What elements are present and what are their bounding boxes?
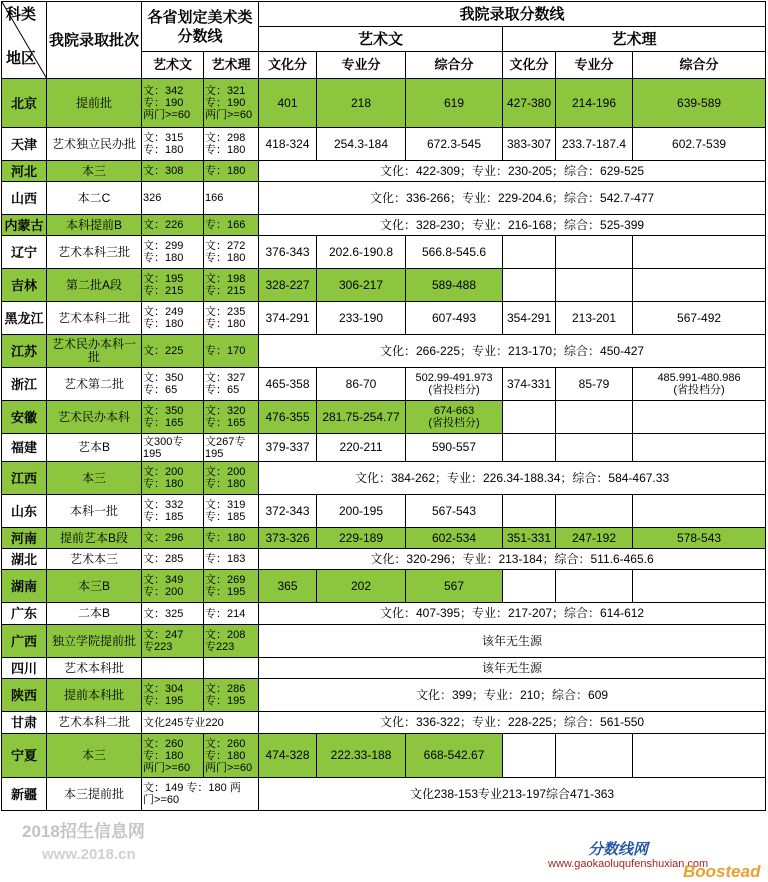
score-wc-cell: 465-358 <box>259 368 317 401</box>
line-wen-cell: 文：260 专：180 两门>=60 <box>142 734 204 778</box>
score-lc-cell <box>503 570 556 603</box>
wen-pro-header: 专业分 <box>317 52 406 79</box>
line-wen-cell: 文：299 专：180 <box>142 236 204 269</box>
table-row <box>2 161 766 182</box>
li-total-header: 综合分 <box>633 52 766 79</box>
score-lc-cell: 351-331 <box>503 528 556 549</box>
line-wen-cell: 文：325 <box>142 603 204 625</box>
province-cell: 吉林 <box>2 269 47 302</box>
table-row <box>2 495 766 528</box>
score-lc-cell <box>503 269 556 302</box>
score-wt-cell: 567 <box>406 570 503 603</box>
score-wt-cell: 668-542.67 <box>406 734 503 778</box>
province-cell: 四川 <box>2 658 47 679</box>
province-cell: 山东 <box>2 495 47 528</box>
batch-cell: 艺术民办本科一批 <box>47 335 142 368</box>
score-lc-cell: 354-291 <box>503 302 556 335</box>
score-wc-cell: 418-324 <box>259 128 317 161</box>
province-cell: 河北 <box>2 161 47 182</box>
line-li-cell: 文：260 专：180 两门>=60 <box>204 734 259 778</box>
line-wen-cell: 文：249 专：180 <box>142 302 204 335</box>
batch-cell: 艺本B <box>47 434 142 462</box>
score-wt-cell: 567-543 <box>406 495 503 528</box>
score-wt-cell: 590-557 <box>406 434 503 462</box>
table-row <box>2 302 766 335</box>
batch-cell: 二本B <box>47 603 142 625</box>
score-lt-cell: 485.991-480.986 (省投档分) <box>633 368 766 401</box>
watermark-site: 2018招生信息网 <box>22 822 145 841</box>
batch-cell: 艺术本科三批 <box>47 236 142 269</box>
score-lp-cell: 233.7-187.4 <box>556 128 633 161</box>
score-wp-cell: 202.6-190.8 <box>317 236 406 269</box>
province-cell: 浙江 <box>2 368 47 401</box>
line-li-cell: 文：286 专：195 <box>204 679 259 712</box>
wen-culture-header: 文化分 <box>259 52 317 79</box>
score-wc-cell: 401 <box>259 79 317 128</box>
line-li-cell: 文：208 专223 <box>204 625 259 658</box>
line-li-cell: 文267专 195 <box>204 434 259 462</box>
batch-cell: 艺术本三 <box>47 549 142 570</box>
score-lt-cell <box>633 570 766 603</box>
score-wt-cell: 619 <box>406 79 503 128</box>
line-wen-header: 艺术文 <box>142 52 204 79</box>
line-wen-cell: 文：332 专：185 <box>142 495 204 528</box>
province-cell: 福建 <box>2 434 47 462</box>
score-wp-cell: 202 <box>317 570 406 603</box>
score-lp-cell <box>556 269 633 302</box>
score-wc-cell: 374-291 <box>259 302 317 335</box>
province-cell: 江苏 <box>2 335 47 368</box>
score-lp-cell: 85-79 <box>556 368 633 401</box>
score-lt-cell: 567-492 <box>633 302 766 335</box>
table-row <box>2 215 766 236</box>
score-lc-cell <box>503 434 556 462</box>
province-cell: 内蒙古 <box>2 215 47 236</box>
score-merged-cell: 文化：384-262；专业：226.34-188.34；综合：584-467.33 <box>259 462 766 495</box>
score-merged-cell: 该年无生源 <box>259 658 766 679</box>
batch-cell: 本科一批 <box>47 495 142 528</box>
score-wt-cell: 602-534 <box>406 528 503 549</box>
batch-cell: 本三 <box>47 161 142 182</box>
watermark-url: www.2018.cn <box>42 846 136 863</box>
score-lp-cell <box>556 495 633 528</box>
score-wp-cell: 229-189 <box>317 528 406 549</box>
batch-cell: 艺术本科二批 <box>47 712 142 734</box>
score-lc-cell: 427-380 <box>503 79 556 128</box>
score-merged-cell: 文化：336-322；专业：228-225；综合：561-550 <box>259 712 766 734</box>
table-row <box>2 679 766 712</box>
line-wen-cell: 文：200 专：180 <box>142 462 204 495</box>
line-li-cell: 专：180 <box>204 528 259 549</box>
province-cell: 北京 <box>2 79 47 128</box>
line-wen-cell: 文：296 <box>142 528 204 549</box>
score-lt-cell <box>633 734 766 778</box>
score-lt-cell <box>633 495 766 528</box>
batch-cell: 提前艺本B段 <box>47 528 142 549</box>
line-wen-cell <box>142 658 204 679</box>
line-wen-cell: 文：225 <box>142 335 204 368</box>
score-lc-cell <box>503 236 556 269</box>
table-row <box>2 603 766 625</box>
batch-cell: 艺术独立民办批 <box>47 128 142 161</box>
wen-total-header: 综合分 <box>406 52 503 79</box>
line-wen-cell: 文：308 <box>142 161 204 182</box>
corner-top-label: 科类 <box>6 6 37 23</box>
batch-cell: 独立学院提前批 <box>47 625 142 658</box>
table-row <box>2 335 766 368</box>
score-wp-cell: 233-190 <box>317 302 406 335</box>
line-li-cell: 文：269 专：195 <box>204 570 259 603</box>
line-li-cell: 166 <box>204 182 259 215</box>
batch-cell: 本三 <box>47 462 142 495</box>
li-score-header: 艺术理 <box>503 27 766 52</box>
score-lt-cell <box>633 434 766 462</box>
line-li-cell <box>204 658 259 679</box>
line-li-cell: 文：320 专：165 <box>204 401 259 434</box>
province-cell: 宁夏 <box>2 734 47 778</box>
table-row <box>2 712 766 734</box>
batch-header: 我院录取批次 <box>47 2 142 79</box>
line-wen-cell: 文：349 专：200 <box>142 570 204 603</box>
score-merged-cell: 文化：266-225；专业：213-170；综合：450-427 <box>259 335 766 368</box>
province-cell: 广东 <box>2 603 47 625</box>
table-row <box>2 236 766 269</box>
watermark-brand: Boostead <box>683 862 761 881</box>
batch-cell: 本三提前批 <box>47 778 142 811</box>
score-lc-cell <box>503 734 556 778</box>
score-wt-cell: 672.3-545 <box>406 128 503 161</box>
score-wt-cell: 607-493 <box>406 302 503 335</box>
li-pro-header: 专业分 <box>556 52 633 79</box>
score-lp-cell <box>556 434 633 462</box>
province-cell: 河南 <box>2 528 47 549</box>
line-li-cell: 文：327 专：65 <box>204 368 259 401</box>
line-wen-cell: 文：226 <box>142 215 204 236</box>
province-cell: 黑龙江 <box>2 302 47 335</box>
table-row <box>2 401 766 434</box>
score-merged-cell: 文化：336-266；专业：229-204.6；综合：542.7-477 <box>259 182 766 215</box>
score-wt-cell: 674-663 (省投档分) <box>406 401 503 434</box>
table-row <box>2 549 766 570</box>
score-lp-cell: 213-201 <box>556 302 633 335</box>
score-wc-cell: 476-355 <box>259 401 317 434</box>
province-cell: 新疆 <box>2 778 47 811</box>
table-row <box>2 658 766 679</box>
score-lt-cell: 639-589 <box>633 79 766 128</box>
table-row <box>2 625 766 658</box>
score-lt-cell: 578-543 <box>633 528 766 549</box>
table-row <box>2 269 766 302</box>
line-wen-cell: 文：342 专：190 两门>=60 <box>142 79 204 128</box>
batch-cell: 艺术第二批 <box>47 368 142 401</box>
line-merged-cell: 文：149 专：180 两 门>=60 <box>142 778 259 811</box>
batch-cell: 本三B <box>47 570 142 603</box>
score-lc-cell <box>503 495 556 528</box>
score-lp-cell <box>556 734 633 778</box>
wen-score-header: 艺术文 <box>259 27 503 52</box>
table-row <box>2 778 766 811</box>
watermark-logo-cn: 分数线网 <box>588 842 649 858</box>
score-wt-cell: 589-488 <box>406 269 503 302</box>
score-lp-cell: 247-192 <box>556 528 633 549</box>
batch-cell: 第二批A段 <box>47 269 142 302</box>
line-header: 各省划定美术类分数线 <box>142 2 259 52</box>
table-row <box>2 462 766 495</box>
line-li-cell: 文：235 专：180 <box>204 302 259 335</box>
line-wen-cell: 文：247 专223 <box>142 625 204 658</box>
score-wc-cell: 474-328 <box>259 734 317 778</box>
score-wp-cell: 220-211 <box>317 434 406 462</box>
line-li-cell: 文：321 专：190 两门>=60 <box>204 79 259 128</box>
score-lc-cell: 374-331 <box>503 368 556 401</box>
line-wen-cell: 文：285 <box>142 549 204 570</box>
score-wc-cell: 365 <box>259 570 317 603</box>
score-lt-cell <box>633 236 766 269</box>
score-lt-cell: 602.7-539 <box>633 128 766 161</box>
score-merged-cell: 文化：320-296；专业：213-184；综合：511.6-465.6 <box>259 549 766 570</box>
province-rows <box>2 79 766 811</box>
score-lt-cell <box>633 269 766 302</box>
line-merged-cell: 文化245专业220 <box>142 712 259 734</box>
score-wp-cell: 200-195 <box>317 495 406 528</box>
score-wp-cell: 86-70 <box>317 368 406 401</box>
score-header: 我院录取分数线 <box>259 2 766 27</box>
score-lp-cell: 214-196 <box>556 79 633 128</box>
score-merged-cell: 文化：399；专业：210；综合：609 <box>259 679 766 712</box>
score-wp-cell: 218 <box>317 79 406 128</box>
score-wp-cell: 254.3-184 <box>317 128 406 161</box>
batch-cell: 艺术本科批 <box>47 658 142 679</box>
line-wen-cell: 326 <box>142 182 204 215</box>
batch-cell: 艺术本科二批 <box>47 302 142 335</box>
score-wp-cell: 222.33-188 <box>317 734 406 778</box>
table-row <box>2 570 766 603</box>
line-wen-cell: 文300专 195 <box>142 434 204 462</box>
score-merged-cell: 该年无生源 <box>259 625 766 658</box>
score-wc-cell: 376-343 <box>259 236 317 269</box>
table-row <box>2 434 766 462</box>
corner-bottom-label: 地区 <box>6 50 37 67</box>
batch-cell: 本三 <box>47 734 142 778</box>
score-lp-cell <box>556 401 633 434</box>
province-cell: 湖南 <box>2 570 47 603</box>
line-li-cell: 文：272 专：180 <box>204 236 259 269</box>
table-row <box>2 182 766 215</box>
score-wt-cell: 502.99-491.973 (省投档分) <box>406 368 503 401</box>
score-merged-cell: 文化：422-309；专业：230-205；综合：629-525 <box>259 161 766 182</box>
score-wc-cell: 373-326 <box>259 528 317 549</box>
score-lp-cell <box>556 570 633 603</box>
line-wen-cell: 文：304 专：195 <box>142 679 204 712</box>
score-merged-cell: 文化238-153专业213-197综合471-363 <box>259 778 766 811</box>
line-li-cell: 专：170 <box>204 335 259 368</box>
line-li-header: 艺术理 <box>204 52 259 79</box>
table-row <box>2 128 766 161</box>
score-wc-cell: 372-343 <box>259 495 317 528</box>
batch-cell: 提前批 <box>47 79 142 128</box>
admission-score-table <box>1 1 766 811</box>
line-li-cell: 专：180 <box>204 161 259 182</box>
score-lt-cell <box>633 401 766 434</box>
watermark-logo-url: www.gaokaoluqufenshuxian.com <box>548 858 709 870</box>
li-culture-header: 文化分 <box>503 52 556 79</box>
score-wc-cell: 379-337 <box>259 434 317 462</box>
line-li-cell: 文：200 专：180 <box>204 462 259 495</box>
province-cell: 辽宁 <box>2 236 47 269</box>
province-cell: 江西 <box>2 462 47 495</box>
batch-cell: 本二C <box>47 182 142 215</box>
score-wp-cell: 306-217 <box>317 269 406 302</box>
table-row <box>2 528 766 549</box>
line-li-cell: 专：214 <box>204 603 259 625</box>
score-merged-cell: 文化：407-395；专业：217-207；综合：614-612 <box>259 603 766 625</box>
line-li-cell: 文：298 专：180 <box>204 128 259 161</box>
line-li-cell: 专：183 <box>204 549 259 570</box>
province-cell: 湖北 <box>2 549 47 570</box>
province-cell: 甘肃 <box>2 712 47 734</box>
province-cell: 广西 <box>2 625 47 658</box>
line-wen-cell: 文：350 专：165 <box>142 401 204 434</box>
batch-cell: 提前本科批 <box>47 679 142 712</box>
batch-cell: 本科提前B <box>47 215 142 236</box>
line-wen-cell: 文：195 专：215 <box>142 269 204 302</box>
province-cell: 天津 <box>2 128 47 161</box>
corner-header <box>2 2 47 79</box>
table-row <box>2 368 766 401</box>
table-row <box>2 734 766 778</box>
line-wen-cell: 文：350 专：65 <box>142 368 204 401</box>
table-row <box>2 79 766 128</box>
score-lc-cell <box>503 401 556 434</box>
province-cell: 陕西 <box>2 679 47 712</box>
line-wen-cell: 文：315 专：180 <box>142 128 204 161</box>
line-li-cell: 文：319 专：185 <box>204 495 259 528</box>
score-wp-cell: 281.75-254.77 <box>317 401 406 434</box>
score-lc-cell: 383-307 <box>503 128 556 161</box>
line-li-cell: 文：198 专：215 <box>204 269 259 302</box>
province-cell: 安徽 <box>2 401 47 434</box>
line-li-cell: 专：166 <box>204 215 259 236</box>
score-merged-cell: 文化：328-230；专业：216-168；综合：525-399 <box>259 215 766 236</box>
score-lp-cell <box>556 236 633 269</box>
score-wt-cell: 566.8-545.6 <box>406 236 503 269</box>
province-cell: 山西 <box>2 182 47 215</box>
batch-cell: 艺术民办本科 <box>47 401 142 434</box>
score-wc-cell: 328-227 <box>259 269 317 302</box>
